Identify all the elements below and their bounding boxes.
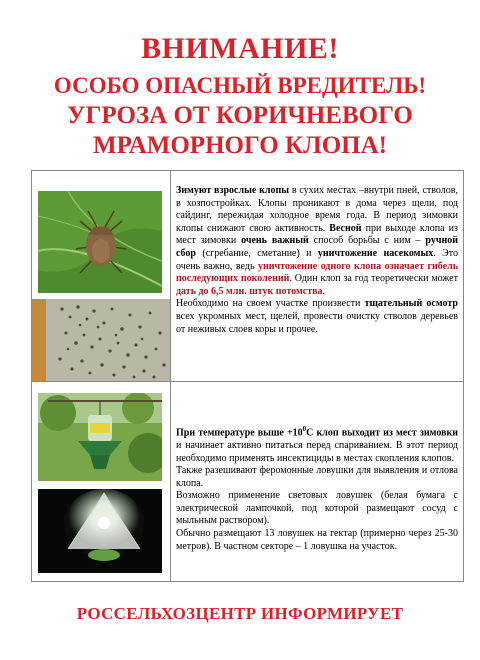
table-column-divider [170,171,171,581]
headline-threat-line2: МРАМОРНОГО КЛОПА! [93,132,387,159]
activity-and-traps-text [176,423,458,553]
footer-informs: РОССЕЛЬХОЗЦЕНТР ИНФОРМИРУЕТ [76,604,404,623]
headline-dangerous-pest: ОСОБО ОПАСНЫЙ ВРЕДИТЕЛЬ! [53,73,427,98]
temperature-paragraph: При температуре выше $+10^0С$ клоп выходит из мест зимовки и начинает активно питаться перед спариванием. В этот период необходимо применять инсектициды в местах скопления клопов. [176,425,458,464]
info-table [31,170,464,582]
trap-density-paragraph: Обычно размещают 13 ловушек на гектар (примерно через 25-30 метров). В частном секторе – 1 ловушка на участок. [176,528,458,552]
inspection-paragraph: Необходимо на своем участке произвести тщательный осмотр всех укромных мест, щелей, провести очистку стволов деревьев от неживых слоев коры и прочее. [176,298,458,335]
headline-threat-line1: УГРОЗА ОТ КОРИЧНЕВОГО [67,102,413,129]
headline-attention: ВНИМАНИЕ! [141,32,339,65]
bug-swarm-on-wall-photo [32,299,170,381]
wintering-info-text [176,185,458,336]
wintering-paragraph: Зимуют взрослые клопы в сухих местах –внутри пней, стволов, в хозпостройках. Клопы проникают в дома через щели, под сайдинг, пережидая холодное время года. В период зимовки клопы снижают свою активность. Весной при выходе клопа из мест зимовки очень важный способ борьбы с ним – ручной сбор (сгребание, сметание) и уничтожение насекомых. Это очень важно, ведь уничтожение одного клопа означает гибель последующих поколений. Один клоп за год теоретически может дать до 6,5 млн. штук потомства. [176,185,458,297]
table-row-divider [32,381,463,382]
pheromone-paragraph: Также разешивают феромонные ловушки для выявления и отлова клопа. [176,465,458,489]
light-trap-paragraph: Возможно применение световых ловушек (белая бумага с электрической лампочкой, под которой размещают сосуд с мыльным раствором). [176,490,458,527]
light-trap-photo [38,489,162,573]
stink-bug-on-leaf-photo [38,191,162,293]
pheromone-trap-photo [38,393,162,481]
